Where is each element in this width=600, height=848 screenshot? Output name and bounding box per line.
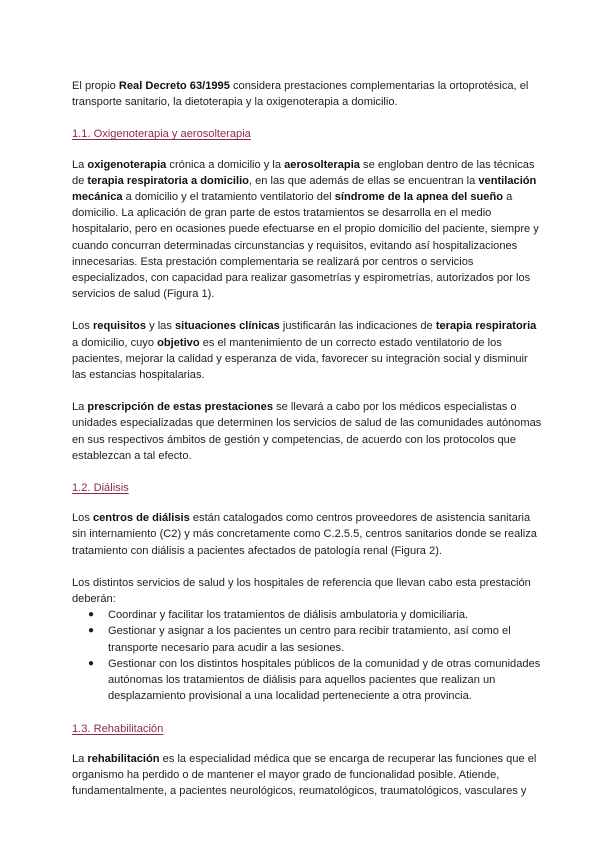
- dialisis-paragraph-1: Los centros de diálisis están catalogados como centros proveedores de asistencia sanitaria sin internamiento (C2) y más concretamente como C.2.5.5, centros sanitarios donde se realiza tratamiento con diálisis a pacientes afectados de patología renal (Figura 2).: [72, 512, 537, 557]
- section-heading-rehabilitacion[interactable]: 1.3. Rehabilitación: [72, 722, 164, 735]
- dialisis-paragraph-2: Los distintos servicios de salud y los hospitales de referencia que llevan cabo esta prestación deberán:: [72, 576, 531, 606]
- intro-paragraph: [72, 78, 542, 110]
- bullet-icon: ●: [88, 625, 95, 637]
- section-heading-dialisis[interactable]: 1.2. Diálisis: [72, 482, 129, 495]
- list-item: ● Gestionar con los distintos hospitales públicos de la comunidad y de otras comunidades autónomas los tratamientos de diálisis para aquellos pacientes que realizan un desplazamiento provisional a una localidad perteneciente a otra provincia.: [88, 657, 541, 703]
- text-run: considera prestaciones complementarias la ortoprotésica, el transporte sanitario, la dietoterapia y la oxigenoterapia a domicilio.: [72, 80, 529, 109]
- list-item: ● Coordinar y facilitar los tratamientos de diálisis ambulatoria y domiciliaria.: [72, 607, 542, 623]
- section-heading-oxigenoterapia[interactable]: 1.1. Oxigenoterapia y aerosolterapia: [72, 128, 251, 141]
- bullet-icon: ●: [88, 657, 95, 669]
- oxigenoterapia-paragraph-3: La prescripción de estas prestaciones se llevará a cabo por los médicos especialistas o unidades especializadas que determinen los servicios de salud de las comunidades autónomas en sus respectivos ámbitos de gestión y competencias, de acuerdo con los protocolos que establezcan a tal efecto.: [72, 401, 542, 462]
- oxigenoterapia-paragraph-2: Los requisitos y las situaciones clínicas justificarán las indicaciones de terapia respiratoria a domicilio, cuyo objetivo es el mantenimiento de un correcto estado ventilatorio de los pacientes, mejorar la calidad y esperanza de vida, favorecer su integración social y disminuir las estancias hospitalarias.: [72, 320, 537, 382]
- bullet-icon: ●: [88, 609, 95, 621]
- bold-run: Real Decreto 63/1995: [118, 80, 230, 92]
- oxigenoterapia-paragraph-1: La oxigenoterapia crónica a domicilio y la aerosolterapia se engloban dentro de las técnicas de terapia respiratoria a domicilio, en las que además de ellas se encuentran la ventilación mecánica a domicilio y el tratamiento ventilatorio del síndrome de la apnea del sueño a domicilio. La aplicación de gran parte de estos tratamientos se desarrolla en el medio hospitalario, pero en ocasiones puede efectuarse en el propio domicilio del paciente, siempre y cuando concurran determinadas circunstancias y requisitos, evitando así hospitalizaciones innecesarias. Esta prestación complementaria se realizará por centros o servicios especializados, con capacidad para realizar gasometrías y espirometrías, autorizados por los servicios de salud (Figura 1).: [72, 158, 539, 301]
- text-run: El propio: [72, 80, 119, 92]
- dialisis-bullet-list: [72, 607, 542, 704]
- rehabilitacion-paragraph-1: La rehabilitación es la especialidad médica que se encarga de recuperar las funciones que el organismo ha perdido o de mantener el mayor grado de funcionalidad posible. Atiende, fundamentalmente, a pacientes neurológicos, reumatológicos, traumatológicos, vasculares y: [72, 752, 537, 798]
- list-item: ● Gestionar y asignar a los pacientes un centro para recibir tratamiento, así como el transporte necesario para acudir a las sesiones.: [88, 625, 511, 654]
